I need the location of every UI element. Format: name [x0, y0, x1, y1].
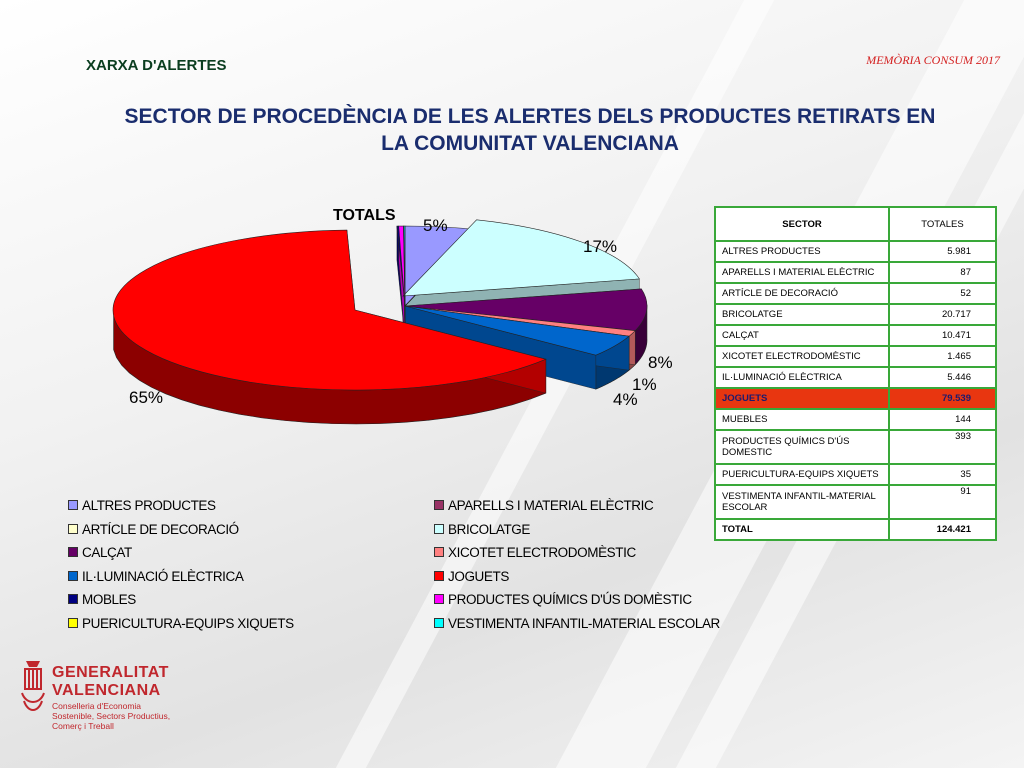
legend-swatch — [68, 524, 78, 534]
legend-swatch — [434, 594, 444, 604]
cell-sector: IL·LUMINACIÓ ELÈCTRICA — [715, 367, 889, 388]
table-row — [715, 367, 996, 388]
logo-dept-3: Comerç i Treball — [52, 721, 114, 731]
table-row — [715, 304, 996, 325]
chart-title: TOTALS — [333, 207, 396, 224]
pct-label: 65% — [129, 388, 164, 407]
legend-swatch — [434, 618, 444, 628]
legend-item — [68, 522, 239, 537]
legend-item — [434, 616, 720, 631]
title-line-1: SECTOR DE PROCEDÈNCIA DE LES ALERTES DELS PRODUCTES RETIRATS EN — [124, 105, 936, 128]
logo-department — [52, 701, 170, 731]
legend-swatch — [68, 618, 78, 628]
legend-item — [434, 498, 653, 513]
brand-label: MEMÒRIA CONSUM 2017 — [866, 53, 1000, 67]
legend-swatch — [68, 594, 78, 604]
table-row — [715, 409, 996, 430]
table-header-row — [715, 207, 996, 241]
cell-total: 52 — [889, 283, 996, 304]
cell-sector: XICOTET ELECTRODOMÈSTIC — [715, 346, 889, 367]
logo-wordmark — [52, 664, 169, 700]
legend-label: JOGUETS — [448, 568, 509, 584]
legend-label: ARTÍCLE DE DECORACIÓ — [82, 521, 239, 537]
legend-label: IL·LUMINACIÓ ELÈCTRICA — [82, 568, 244, 584]
pct-label: 17% — [583, 237, 618, 256]
title-line-2: LA COMUNITAT VALENCIANA — [381, 132, 679, 155]
table-row — [715, 388, 996, 409]
logo-line-1: GENERALITAT — [52, 664, 169, 681]
legend-swatch — [434, 524, 444, 534]
legend-label: ALTRES PRODUCTES — [82, 498, 216, 513]
cell-total: 5.446 — [889, 367, 996, 388]
cell-sector: JOGUETS — [715, 388, 889, 409]
legend-swatch — [434, 571, 444, 581]
pct-label: 8% — [648, 353, 673, 372]
legend-label: APARELLS I MATERIAL ELÈCTRIC — [448, 498, 654, 513]
legend-item — [68, 569, 243, 584]
data-table — [714, 206, 997, 541]
legend-label: PUERICULTURA-EQUIPS XIQUETS — [82, 615, 294, 631]
pct-label: 4% — [613, 390, 638, 409]
section-label: XARXA D'ALERTES — [86, 57, 227, 74]
legend-label: PRODUCTES QUÍMICS D'ÚS DOMÈSTIC — [448, 592, 692, 607]
logo-line-2: VALENCIANA — [52, 682, 161, 699]
cell-total: 91 — [889, 485, 996, 519]
legend-label: VESTIMENTA INFANTIL-MATERIAL ESCOLAR — [448, 615, 720, 631]
cell-total: 79.539 — [889, 388, 996, 409]
pct-label: 1% — [632, 375, 657, 394]
legend-item — [434, 522, 530, 537]
cell-total: 1.465 — [889, 346, 996, 367]
legend-swatch — [68, 500, 78, 510]
legend-swatch — [434, 500, 444, 510]
header-totals: TOTALES — [889, 207, 996, 241]
table-row — [715, 325, 996, 346]
cell-total: 87 — [889, 262, 996, 283]
legend-label: CALÇAT — [82, 545, 132, 560]
table-row — [715, 519, 996, 540]
cell-sector: ALTRES PRODUCTES — [715, 241, 889, 262]
header-sector: SECTOR — [715, 207, 889, 241]
cell-sector: PUERICULTURA-EQUIPS XIQUETS — [715, 464, 889, 485]
table-row — [715, 346, 996, 367]
cell-total: 10.471 — [889, 325, 996, 346]
pct-label: 5% — [423, 216, 448, 235]
cell-sector: TOTAL — [715, 519, 889, 540]
table-row — [715, 283, 996, 304]
table-row — [715, 241, 996, 262]
logo-dept-1: Conselleria d'Economia — [52, 701, 142, 711]
generalitat-logo-icon — [20, 657, 46, 715]
cell-sector: BRICOLATGE — [715, 304, 889, 325]
cell-total: 124.421 — [889, 519, 996, 540]
cell-total: 144 — [889, 409, 996, 430]
legend-item — [434, 592, 692, 607]
legend-item — [68, 498, 216, 513]
legend-label: MOBLES — [82, 592, 136, 607]
legend-swatch — [68, 571, 78, 581]
cell-sector: PRODUCTES QUÍMICS D'ÚS DOMESTIC — [715, 430, 889, 464]
legend-item — [68, 545, 132, 560]
cell-sector: CALÇAT — [715, 325, 889, 346]
legend-swatch — [434, 547, 444, 557]
cell-sector: APARELLS I MATERIAL ELÈCTRIC — [715, 262, 889, 283]
table-row — [715, 464, 996, 485]
table-row — [715, 262, 996, 283]
legend-item — [68, 592, 136, 607]
cell-total: 20.717 — [889, 304, 996, 325]
legend-label: BRICOLATGE — [448, 521, 531, 537]
legend-item — [434, 545, 636, 560]
legend-label: XICOTET ELECTRODOMÈSTIC — [448, 545, 636, 560]
logo-dept-2: Sostenible, Sectors Productius, — [52, 711, 171, 721]
legend-item — [434, 569, 509, 584]
table-row — [715, 485, 996, 519]
cell-sector: MUEBLES — [715, 409, 889, 430]
cell-total: 35 — [889, 464, 996, 485]
legend-item — [68, 616, 294, 631]
table-row — [715, 430, 996, 464]
cell-sector: VESTIMENTA INFANTIL-MATERIAL ESCOLAR — [715, 485, 889, 519]
legend-swatch — [68, 547, 78, 557]
cell-total: 393 — [889, 430, 996, 464]
cell-sector: ARTÍCLE DE DECORACIÓ — [715, 283, 889, 304]
cell-total: 5.981 — [889, 241, 996, 262]
